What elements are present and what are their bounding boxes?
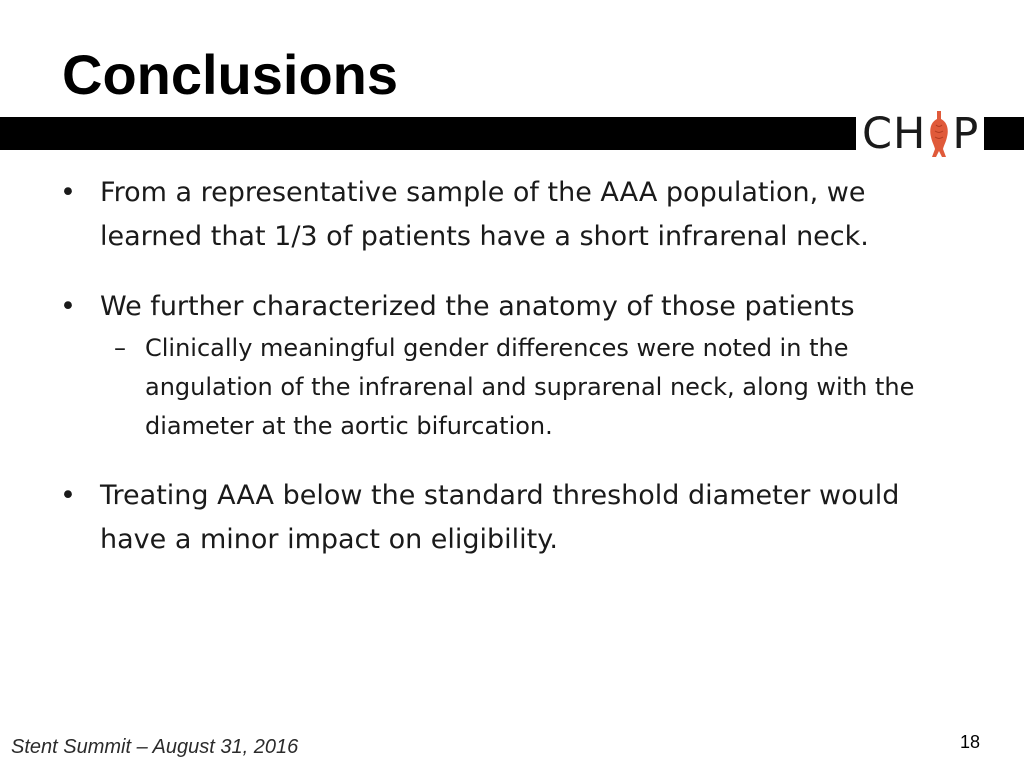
bullet-text: Treating AAA below the standard threshold diameter would have a minor impact on eligibility. xyxy=(100,480,900,555)
bullet-item xyxy=(60,171,960,259)
bullet-item xyxy=(60,285,960,329)
page-number: 18 xyxy=(960,732,981,752)
bullet-item xyxy=(60,474,960,562)
sub-bullet-text: Clinically meaningful gender differences were noted in the angulation of the infrarenal and suprarenal neck, along with the diameter at the aortic bifurcation. xyxy=(145,334,915,440)
sub-bullet-dash: – xyxy=(114,334,126,362)
footer-text: Stent Summit – August 31, 2016 xyxy=(11,736,299,758)
logo-text-prefix: CH xyxy=(862,109,927,159)
bullet-text: From a representative sample of the AAA population, we learned that 1/3 of patients have a short infrarenal neck. xyxy=(100,177,869,252)
bullet-dot: • xyxy=(60,480,76,511)
logo-text-suffix: P xyxy=(952,109,980,159)
aorta-icon xyxy=(927,111,951,157)
sub-bullet-item xyxy=(60,329,960,446)
chip-logo xyxy=(862,109,980,159)
slide-title: Conclusions xyxy=(62,43,399,106)
bullet-text: We further characterized the anatomy of those patients xyxy=(100,291,855,322)
bullet-dot: • xyxy=(60,177,76,208)
title-divider-bar-left xyxy=(0,117,856,150)
bullet-dot: • xyxy=(60,291,76,322)
title-divider-bar-right xyxy=(984,117,1024,150)
slide-body xyxy=(60,171,960,562)
